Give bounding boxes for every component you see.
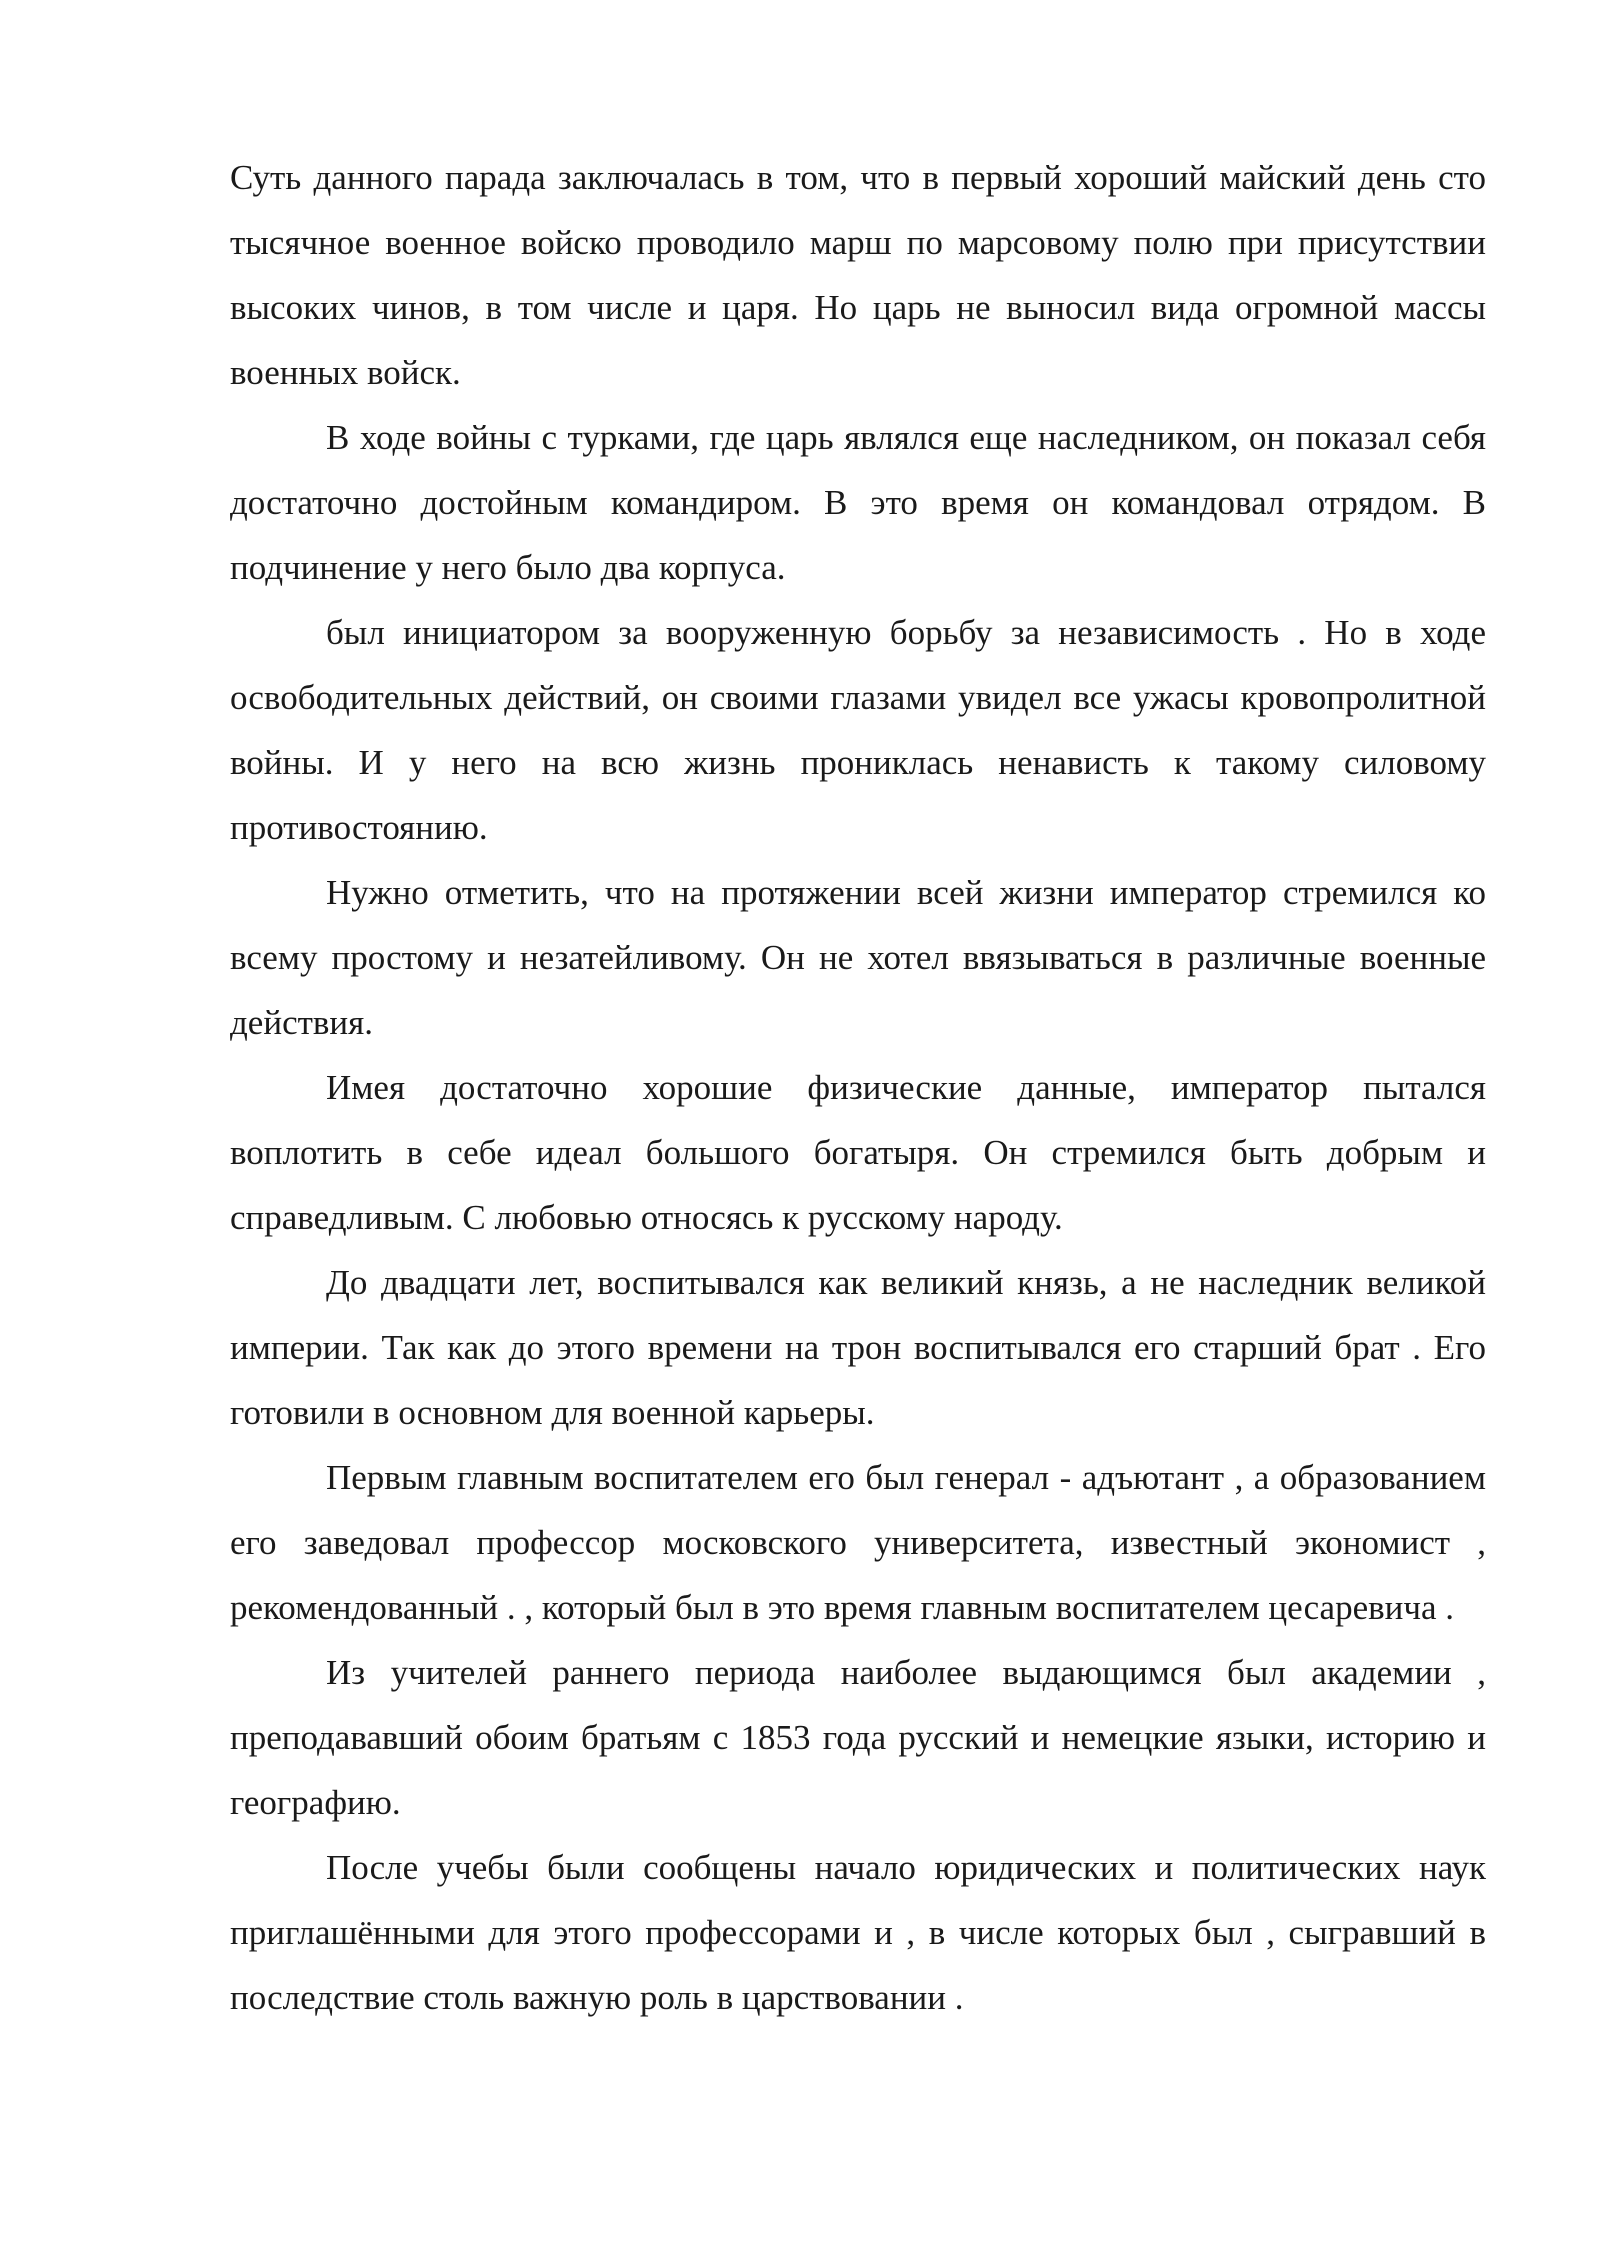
paragraph-9: После учебы были сообщены начало юридических и политических наук приглашёнными для этого профессорами и , в числе которых был , сыгравший в последствие столь важную роль в царствовании . [230, 1848, 1486, 2017]
document-body [230, 145, 1486, 2030]
paragraph-3: был инициатором за вооруженную борьбу за независимость . Но в ходе освободительных действий, он своими глазами увидел все ужасы кровопролитной войны. И у него на всю жизнь прониклась ненависть к такому силовому противостоянию. [230, 613, 1486, 847]
paragraph-4: Нужно отметить, что на протяжении всей жизни император стремился ко всему простому и незатейливому. Он не хотел ввязываться в различные военные действия. [230, 873, 1486, 1042]
paragraph-5: Имея достаточно хорошие физические данные, император пытался воплотить в себе идеал большого богатыря. Он стремился быть добрым и справедливым. С любовью относясь к русскому народу. [230, 1068, 1486, 1237]
paragraph-1: Суть данного парада заключалась в том, что в первый хороший майский день сто тысячное военное войско проводило марш по марсовому полю при присутствии высоких чинов, в том числе и царя. Но царь не выносил вида огромной массы военных войск. [230, 158, 1486, 392]
paragraph-7: Первым главным воспитателем его был генерал - адъютант , а образованием его заведовал профессор московского университета, известный экономист , рекомендованный . , который был в это время главным воспитателем цесаревича . [230, 1458, 1486, 1627]
paragraph-6: До двадцати лет, воспитывался как великий князь, а не наследник великой империи. Так как до этого времени на трон воспитывался его старший брат . Его готовили в основном для военной карьеры. [230, 1263, 1486, 1432]
paragraph-2: В ходе войны с турками, где царь являлся еще наследником, он показал себя достаточно достойным командиром. В это время он командовал отрядом. В подчинение у него было два корпуса. [230, 418, 1486, 587]
paragraph-8: Из учителей раннего периода наиболее выдающимся был академии , преподававший обоим братьям с 1853 года русский и немецкие языки, историю и географию. [230, 1653, 1486, 1822]
